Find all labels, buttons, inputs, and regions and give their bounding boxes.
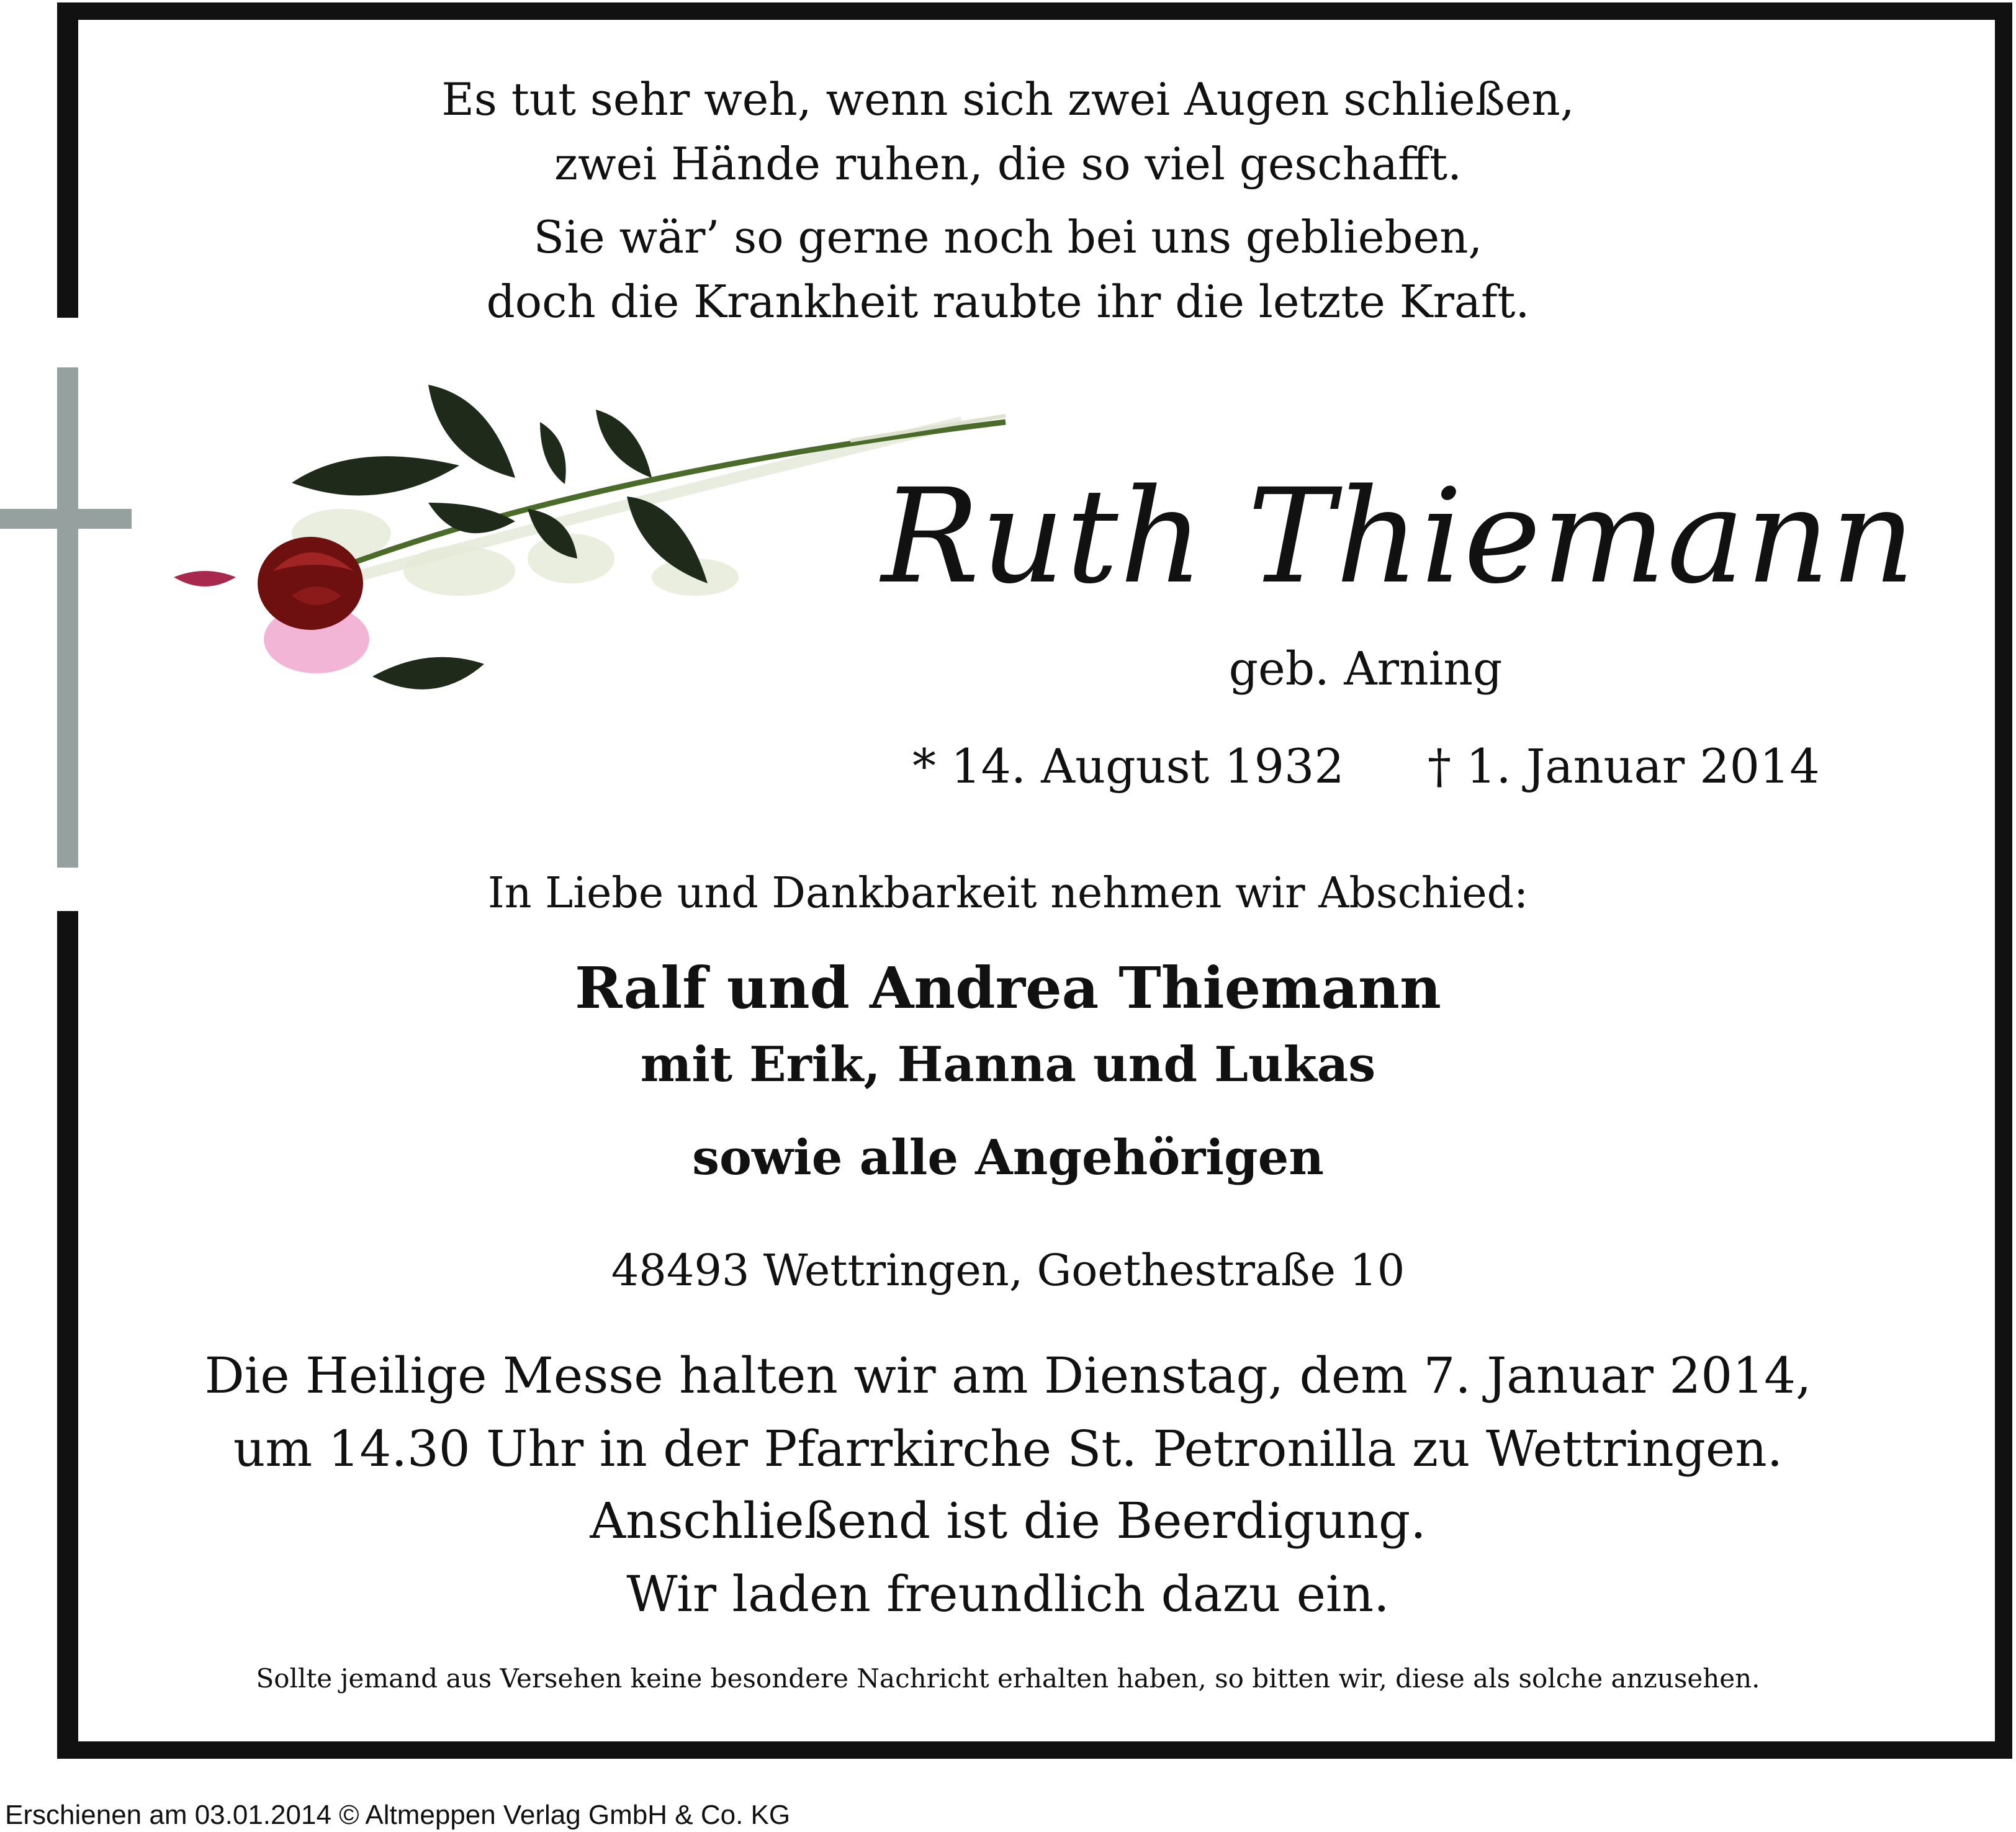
service-line-4: Wir laden freundlich dazu ein. [626,1565,1390,1623]
frame-top-border [57,2,2012,20]
publication-footer: Erschienen am 03.01.2014 © Altmeppen Verlag GmbH & Co. KG [5,1800,791,1830]
address: 48493 Wettringen, Goethestraße 10 [611,1245,1405,1296]
poem-line-1: Es tut sehr weh, wenn sich zwei Augen schließen, [441,73,1575,125]
farewell-intro: In Liebe und Dankbarkeit nehmen wir Abschied: [487,869,1529,918]
service-line-2: um 14.30 Uhr in der Pfarrkirche St. Petronilla zu Wettringen. [233,1420,1783,1478]
notice-note: Sollte jemand aus Versehen keine besondere Nachricht erhalten haben, so bitten wir, diese als solche anzusehen. [256,1663,1760,1694]
poem-line-2: zwei Hände ruhen, die so viel geschafft. [554,138,1462,190]
family-line-1: Ralf und Andrea Thiemann [575,954,1441,1022]
death-date: † 1. Januar 2014 [1428,739,1820,794]
birth-name: geb. Arning [1228,642,1503,696]
poem-line-3: Sie wär’ so gerne noch bei uns geblieben, [533,211,1483,263]
family-line-3: sowie alle Angehörigen [692,1129,1324,1186]
family-line-2: mit Erik, Hanna und Lukas [640,1036,1376,1093]
birth-date: * 14. August 1932 [912,739,1344,794]
service-line-3: Anschließend ist die Beerdigung. [590,1492,1426,1550]
frame-bottom-border [57,1741,2012,1759]
poem-line-4: doch die Krankheit raubte ihr die letzte Kraft. [486,276,1530,328]
cross-vertical-bar [57,367,78,868]
cross-horizontal-bar [0,509,132,529]
deceased-name: Ruth Thiemann [881,460,1917,613]
service-line-1: Die Heilige Messe halten wir am Dienstag, dem 7. Januar 2014, [204,1347,1812,1404]
